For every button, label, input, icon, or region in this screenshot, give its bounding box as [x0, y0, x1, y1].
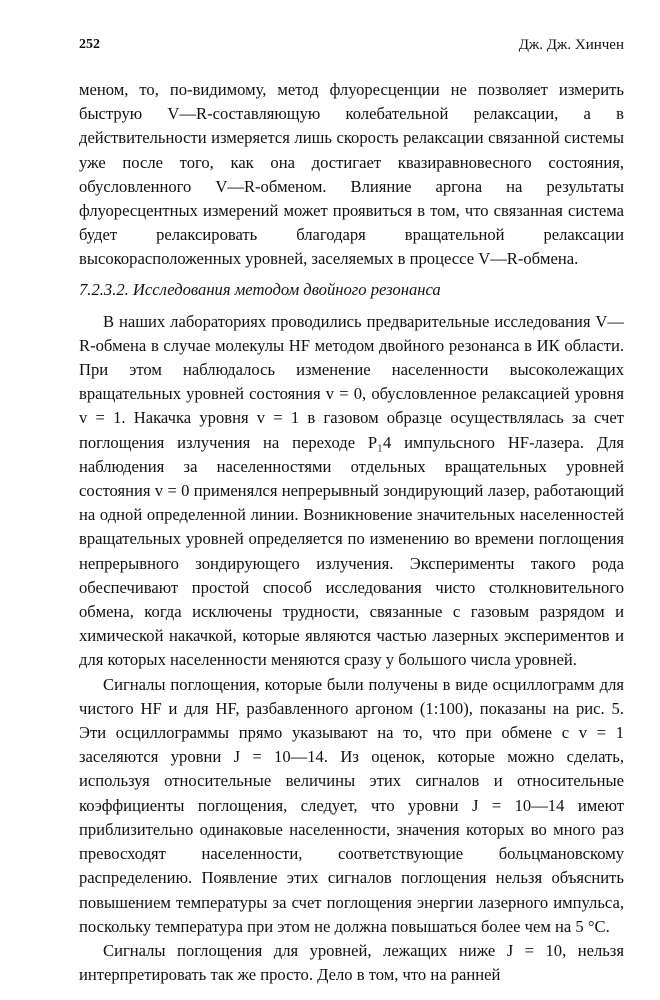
- paragraph-continuation: меном, то, по-видимому, метод флуоресценции не позволяет измерить быструю V—R-составляющую колебательной релаксации, а в действительности измеряется лишь скорость релаксации связанной системы уже после того, как она достигает квазиравновесного состояния, обусловленного V—R-обменом. Влияние аргона на результаты флуоресцентных измерений может проявиться в том, что связанная система будет релаксировать благодаря вращательной релаксации высокорасположенных уровней, заселяемых в процессе V—R-обмена.: [79, 80, 624, 269]
- running-head: Дж. Дж. Хинчен: [518, 37, 624, 53]
- paragraph-absorption-signals: Сигналы поглощения, которые были получены в виде осциллограмм для чистого HF и для HF, разбавленного аргоном (1:100), показаны на рис. 5. Эти осциллограммы прямо указывают на то, что при обмене с v = 1 заселяются уровни J = 10—14. Из оценок, которые можно сделать, используя относительные величины этих сигналов и относительные коэффициенты поглощения, следует, что уровни J = 10—14 имеют приблизительно одинаковые населенности, значения которых во много раз превосходят населенности, соответствующие больцмановскому распределению. Появление этих сигналов поглощения нельзя объяснить повышением температуры за счет поглощения энергии лазерного импульса, поскольку температура при этом не должна повышаться более чем на 5 °C.: [79, 674, 624, 936]
- body-text: [79, 78, 624, 987]
- subsection-title: 7.2.3.2. Исследования методом двойного резонанса: [79, 279, 441, 299]
- page-number: 252: [79, 37, 100, 52]
- page-header: [79, 30, 624, 54]
- document-page: [79, 30, 624, 987]
- paragraph-double-resonance: В наших лабораториях проводились предварительные исследования V—R-обмена в случае молекулы HF методом двойного резонанса в ИК области. При этом наблюдалось изменение населенности высоколежащих вращательных уровней состояния v = 0, обусловленное релаксацией уровня v = 1. Накачка уровня v = 1 в газовом образце осуществлялась за счет поглощения излучения на переходе P₁4 импульсного HF-лазера. Для наблюдения за населенностями отдельных вращательных уровней состояния v = 0 применялся непрерывный зондирующий лазер, работающий на одной определенной линии. Возникновение значительных населенностей вращательных уровней определяется по изменению во времени поглощения непрерывного зондирующего излучения. Эксперименты такого рода обеспечивают простой способ исследования чисто столкновительного обмена, когда исключены трудности, связанные с газовым разрядом и химической накачкой, которые являются частью лазерных экспериментов и для которых населенности меняются сразу у большого числа уровней.: [79, 311, 624, 670]
- paragraph-lower-levels: Сигналы поглощения для уровней, лежащих ниже J = 10, нельзя интерпретировать так же просто. Дело в том, что на ранней: [79, 940, 624, 985]
